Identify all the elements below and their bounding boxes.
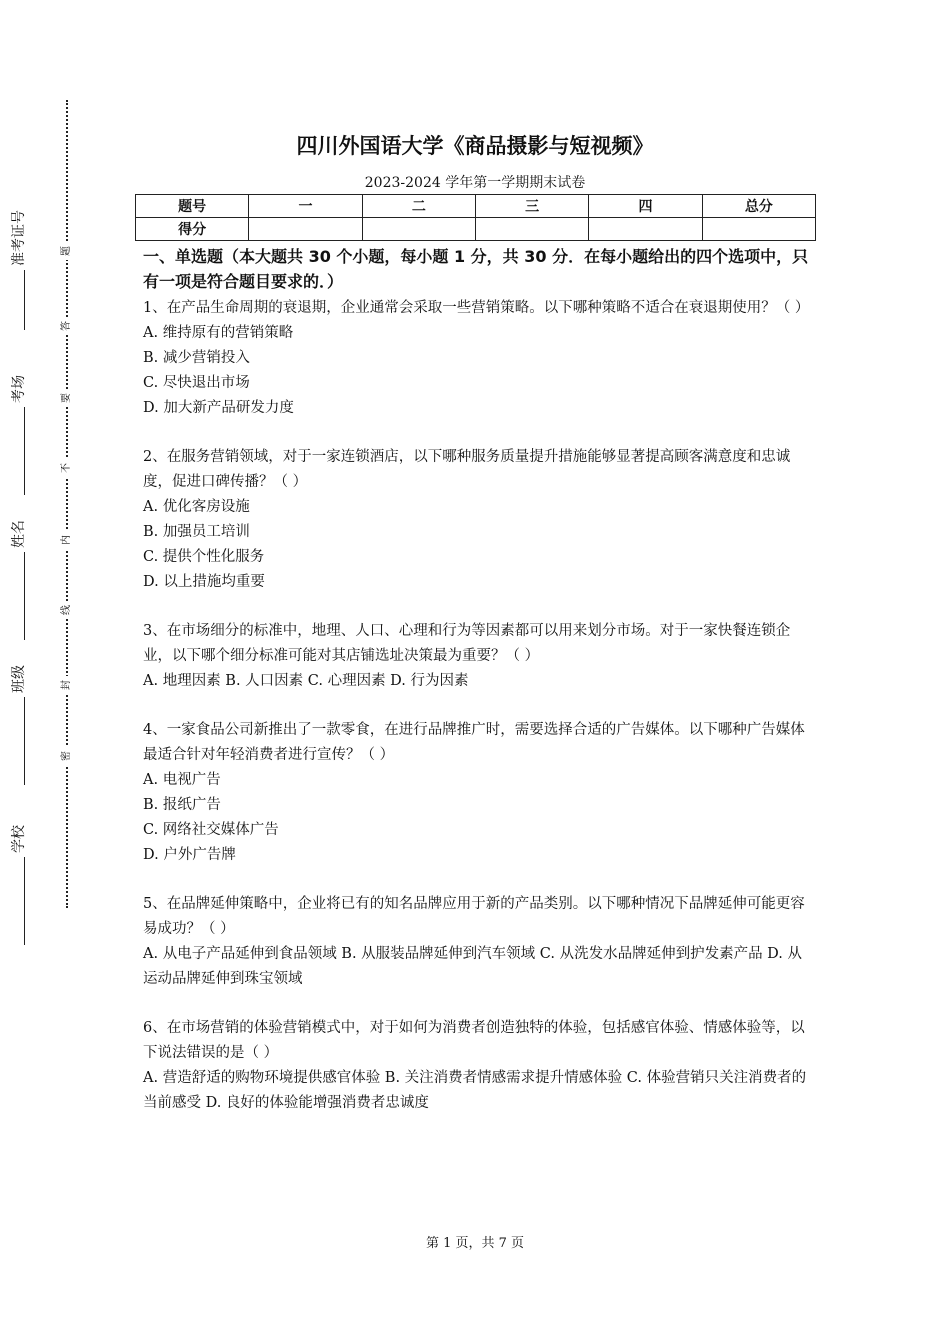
exam-content: [143, 244, 811, 1140]
class-label: 班级: [11, 665, 27, 693]
question-option: B. 减少营销投入: [143, 350, 250, 366]
question-option: C. 网络社交媒体广告: [143, 822, 279, 838]
question-option: A. 地理因素 B. 人口因素 C. 心理因素 D. 行为因素: [143, 673, 469, 689]
score-cell: 得分: [136, 218, 249, 241]
question-option: A. 从电子产品延伸到食品领域 B. 从服装品牌延伸到汽车领域 C. 从洗发水品牌延伸到护发素产品 D. 从运动品牌延伸到珠宝领域: [143, 946, 803, 987]
page-number: 第 1 页，共 7 页: [425, 1236, 525, 1251]
score-cell: 二: [362, 195, 475, 218]
seal-char: 线: [59, 601, 75, 619]
name-blank[interactable]: [12, 552, 25, 640]
question-stem: 2、在服务营销领域，对于一家连锁酒店，以下哪种服务质量提升措施能够显著提高顾客满意度和忠诚度，促进口碑传播？（ ）: [143, 449, 791, 490]
score-cell: 三: [475, 195, 588, 218]
seal-char: 题: [59, 242, 75, 260]
question-stem: 4、一家食品公司新推出了一款零食，在进行品牌推广时，需要选择合适的广告媒体。以下哪种广告媒体最适合针对年轻消费者进行宣传？（ ）: [143, 722, 805, 763]
question-option: D. 户外广告牌: [143, 847, 236, 863]
seal-char: 答: [59, 317, 75, 335]
question-option: D. 加大新产品研发力度: [143, 400, 294, 416]
score-input-cell[interactable]: [475, 218, 588, 241]
question-option: A. 营造舒适的购物环境提供感官体验 B. 关注消费者情感需求提升情感体验 C. 体验营销只关注消费者的当前感受 D. 良好的体验能增强消费者忠诚度: [143, 1070, 807, 1111]
question-stem: 1、在产品生命周期的衰退期，企业通常会采取一些营销策略。以下哪种策略不适合在衰退期使用？（ ）: [143, 300, 810, 316]
seal-char: 封: [59, 676, 75, 694]
question-option: C. 尽快退出市场: [143, 375, 250, 391]
exam-room-blank[interactable]: [12, 407, 25, 495]
seal-char: 内: [59, 531, 75, 549]
seal-char: 不: [59, 459, 75, 477]
question-option: B. 加强员工培训: [143, 524, 250, 540]
school-label: 学校: [11, 825, 27, 853]
score-input-cell[interactable]: [589, 218, 702, 241]
class-blank[interactable]: [12, 697, 25, 785]
score-input-cell[interactable]: [702, 218, 815, 241]
section-title: 一、单选题（本大题共 30 个小题，每小题 1 分，共 30 分．在每小题给出的四个选项中，只有一项是符合题目要求的．）: [143, 247, 809, 291]
exam-subtitle: 2023-2024 学年第一学期期末试卷: [364, 175, 586, 191]
class-field[interactable]: [6, 665, 30, 785]
question-option: A. 优化客房设施: [143, 499, 250, 515]
question-option: A. 电视广告: [143, 772, 221, 788]
exam-room-label: 考场: [11, 375, 27, 403]
question-1: [143, 296, 811, 421]
exam-room-field[interactable]: [6, 375, 30, 495]
question-5: [143, 892, 811, 992]
seal-char: 要: [59, 389, 75, 407]
seal-char: 密: [59, 747, 75, 765]
question-stem: 6、在市场营销的体验营销模式中，对于如何为消费者创造独特的体验，包括感官体验、情感体验等，以下说法错误的是（ ）: [143, 1020, 805, 1061]
question-6: [143, 1016, 811, 1116]
score-table-header-row: [136, 195, 816, 218]
score-input-cell[interactable]: [249, 218, 362, 241]
question-option: A. 维持原有的营销策略: [143, 325, 294, 341]
question-option: C. 提供个性化服务: [143, 549, 265, 565]
question-stem: 3、在市场细分的标准中，地理、人口、心理和行为等因素都可以用来划分市场。对于一家快餐连锁企业，以下哪个细分标准可能对其店铺选址决策最为重要？（ ）: [143, 623, 791, 664]
exam-title: 四川外国语大学《商品摄影与短视频》: [296, 134, 654, 158]
score-cell: 总分: [702, 195, 815, 218]
question-4: [143, 718, 811, 868]
school-field[interactable]: [6, 825, 30, 945]
score-input-cell[interactable]: [362, 218, 475, 241]
score-table-score-row: [136, 218, 816, 241]
name-field[interactable]: [6, 520, 30, 640]
name-label: 姓名: [11, 520, 27, 548]
question-option: D. 以上措施均重要: [143, 574, 265, 590]
question-stem: 5、在品牌延伸策略中，企业将已有的知名品牌应用于新的产品类别。以下哪种情况下品牌延伸可能更容易成功？（ ）: [143, 896, 805, 937]
seal-dotted-line: [66, 100, 68, 908]
question-3: [143, 619, 811, 694]
score-cell: 四: [589, 195, 702, 218]
school-blank[interactable]: [12, 857, 25, 945]
exam-number-field[interactable]: [6, 210, 30, 330]
score-cell: 题号: [136, 195, 249, 218]
exam-number-label: 准考证号: [11, 210, 27, 266]
exam-number-blank[interactable]: [12, 270, 25, 330]
score-table: [135, 194, 816, 241]
score-cell: 一: [249, 195, 362, 218]
question-option: B. 报纸广告: [143, 797, 221, 813]
question-2: [143, 445, 811, 595]
